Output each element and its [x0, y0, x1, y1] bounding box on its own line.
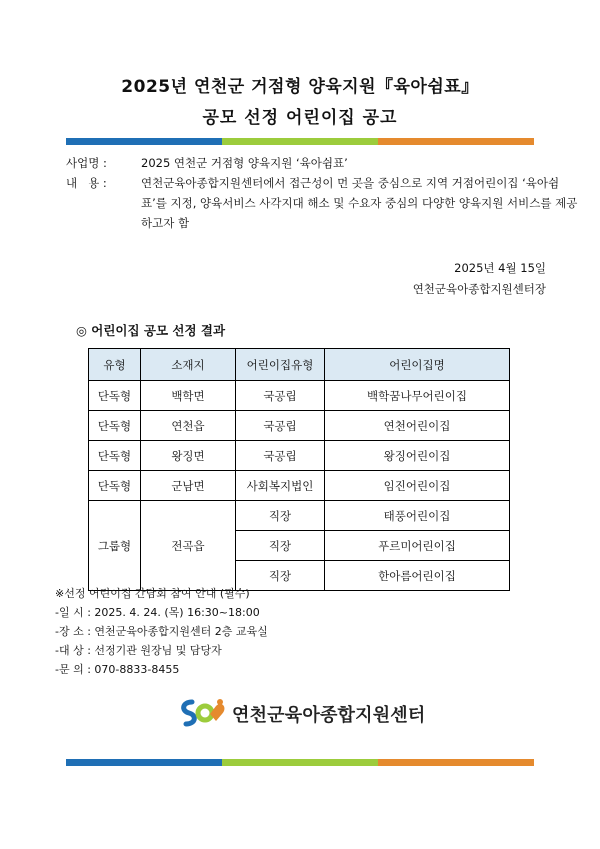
table-row — [89, 381, 510, 411]
notice-line-place: -장 소 : 연천군육아종합지원센터 2층 교육실 — [55, 625, 268, 638]
notice-line-date: -일 시 : 2025. 4. 24. (목) 16:30~18:00 — [55, 606, 260, 619]
column-header: 어린이집유형 — [236, 349, 325, 381]
cell-location: 군남면 — [141, 471, 236, 501]
content-value: 연천군육아종합지원센터에서 접근성이 먼 곳을 중심으로 지역 거점어린이집 ‘육아쉼표’를 지정, 양육서비스 사각지대 해소 및 수요자 중심의 다양한 양육지원 서비스를 제공하고자 함 — [141, 176, 578, 230]
cell-daycare-type: 직장 — [236, 561, 325, 591]
cell-location: 백학면 — [141, 381, 236, 411]
cell-daycare-name: 왕징어린이집 — [325, 441, 510, 471]
cell-daycare-name: 임진어린이집 — [325, 471, 510, 501]
color-bar-blue — [66, 138, 222, 145]
cell-daycare-name: 태풍어린이집 — [325, 501, 510, 531]
cell-daycare-name: 푸르미어린이집 — [325, 531, 510, 561]
cell-daycare-name: 한아름어린이집 — [325, 561, 510, 591]
cell-type: 단독형 — [89, 411, 141, 441]
cell-type: 단독형 — [89, 381, 141, 411]
color-bar-orange — [378, 138, 534, 145]
announcement-issuer: 연천군육아종합지원센터장 — [412, 282, 546, 296]
table-row — [89, 471, 510, 501]
cell-location: 왕징면 — [141, 441, 236, 471]
color-bar-green — [222, 138, 378, 145]
table-row — [89, 501, 510, 531]
top-color-bar — [66, 138, 534, 145]
project-info — [66, 153, 581, 233]
content-label: 내 용 : — [66, 176, 107, 190]
announcement-date: 2025년 4월 15일 — [454, 261, 546, 275]
cell-type-group: 그룹형 — [89, 501, 141, 591]
cell-daycare-type: 직장 — [236, 531, 325, 561]
project-value: 2025 연천군 거점형 양육지원 ‘육아쉼표’ — [141, 156, 348, 170]
notice-heading: ※선정 어린이집 간담회 참여 안내 (필수) — [55, 587, 250, 600]
cell-daycare-type: 국공립 — [236, 441, 325, 471]
notice-line-contact: -문 의 : 070-8833-8455 — [55, 663, 180, 676]
table-row — [89, 441, 510, 471]
cell-daycare-name: 연천어린이집 — [325, 411, 510, 441]
color-bar-orange — [378, 759, 534, 766]
meeting-notice — [55, 584, 268, 679]
table-header-row — [89, 349, 510, 381]
bottom-color-bar — [66, 759, 534, 766]
table-row — [89, 411, 510, 441]
center-logo — [178, 696, 425, 732]
column-header: 유형 — [89, 349, 141, 381]
color-bar-blue — [66, 759, 222, 766]
cell-daycare-type: 국공립 — [236, 381, 325, 411]
cell-daycare-type: 사회복지법인 — [236, 471, 325, 501]
column-header: 어린이집명 — [325, 349, 510, 381]
cell-location: 연천읍 — [141, 411, 236, 441]
cell-location-group: 전곡읍 — [141, 501, 236, 591]
results-table — [88, 348, 510, 591]
center-logo-text: 연천군육아종합지원센터 — [232, 705, 426, 726]
cell-daycare-type: 국공립 — [236, 411, 325, 441]
results-section-title: ◎ 어린이집 공모 선정 결과 — [76, 323, 226, 338]
cell-type: 단독형 — [89, 441, 141, 471]
color-bar-green — [222, 759, 378, 766]
notice-line-target: -대 상 : 선정기관 원장님 및 담당자 — [55, 644, 222, 657]
cell-daycare-name: 백학꿈나무어린이집 — [325, 381, 510, 411]
project-label: 사업명 : — [66, 156, 107, 170]
cell-daycare-type: 직장 — [236, 501, 325, 531]
page-subtitle: 공모 선정 어린이집 공고 — [202, 108, 398, 128]
page-title: 2025년 연천군 거점형 양육지원『육아쉼표』 — [121, 77, 479, 97]
cell-type: 단독형 — [89, 471, 141, 501]
center-logo-icon — [178, 696, 228, 732]
column-header: 소재지 — [141, 349, 236, 381]
